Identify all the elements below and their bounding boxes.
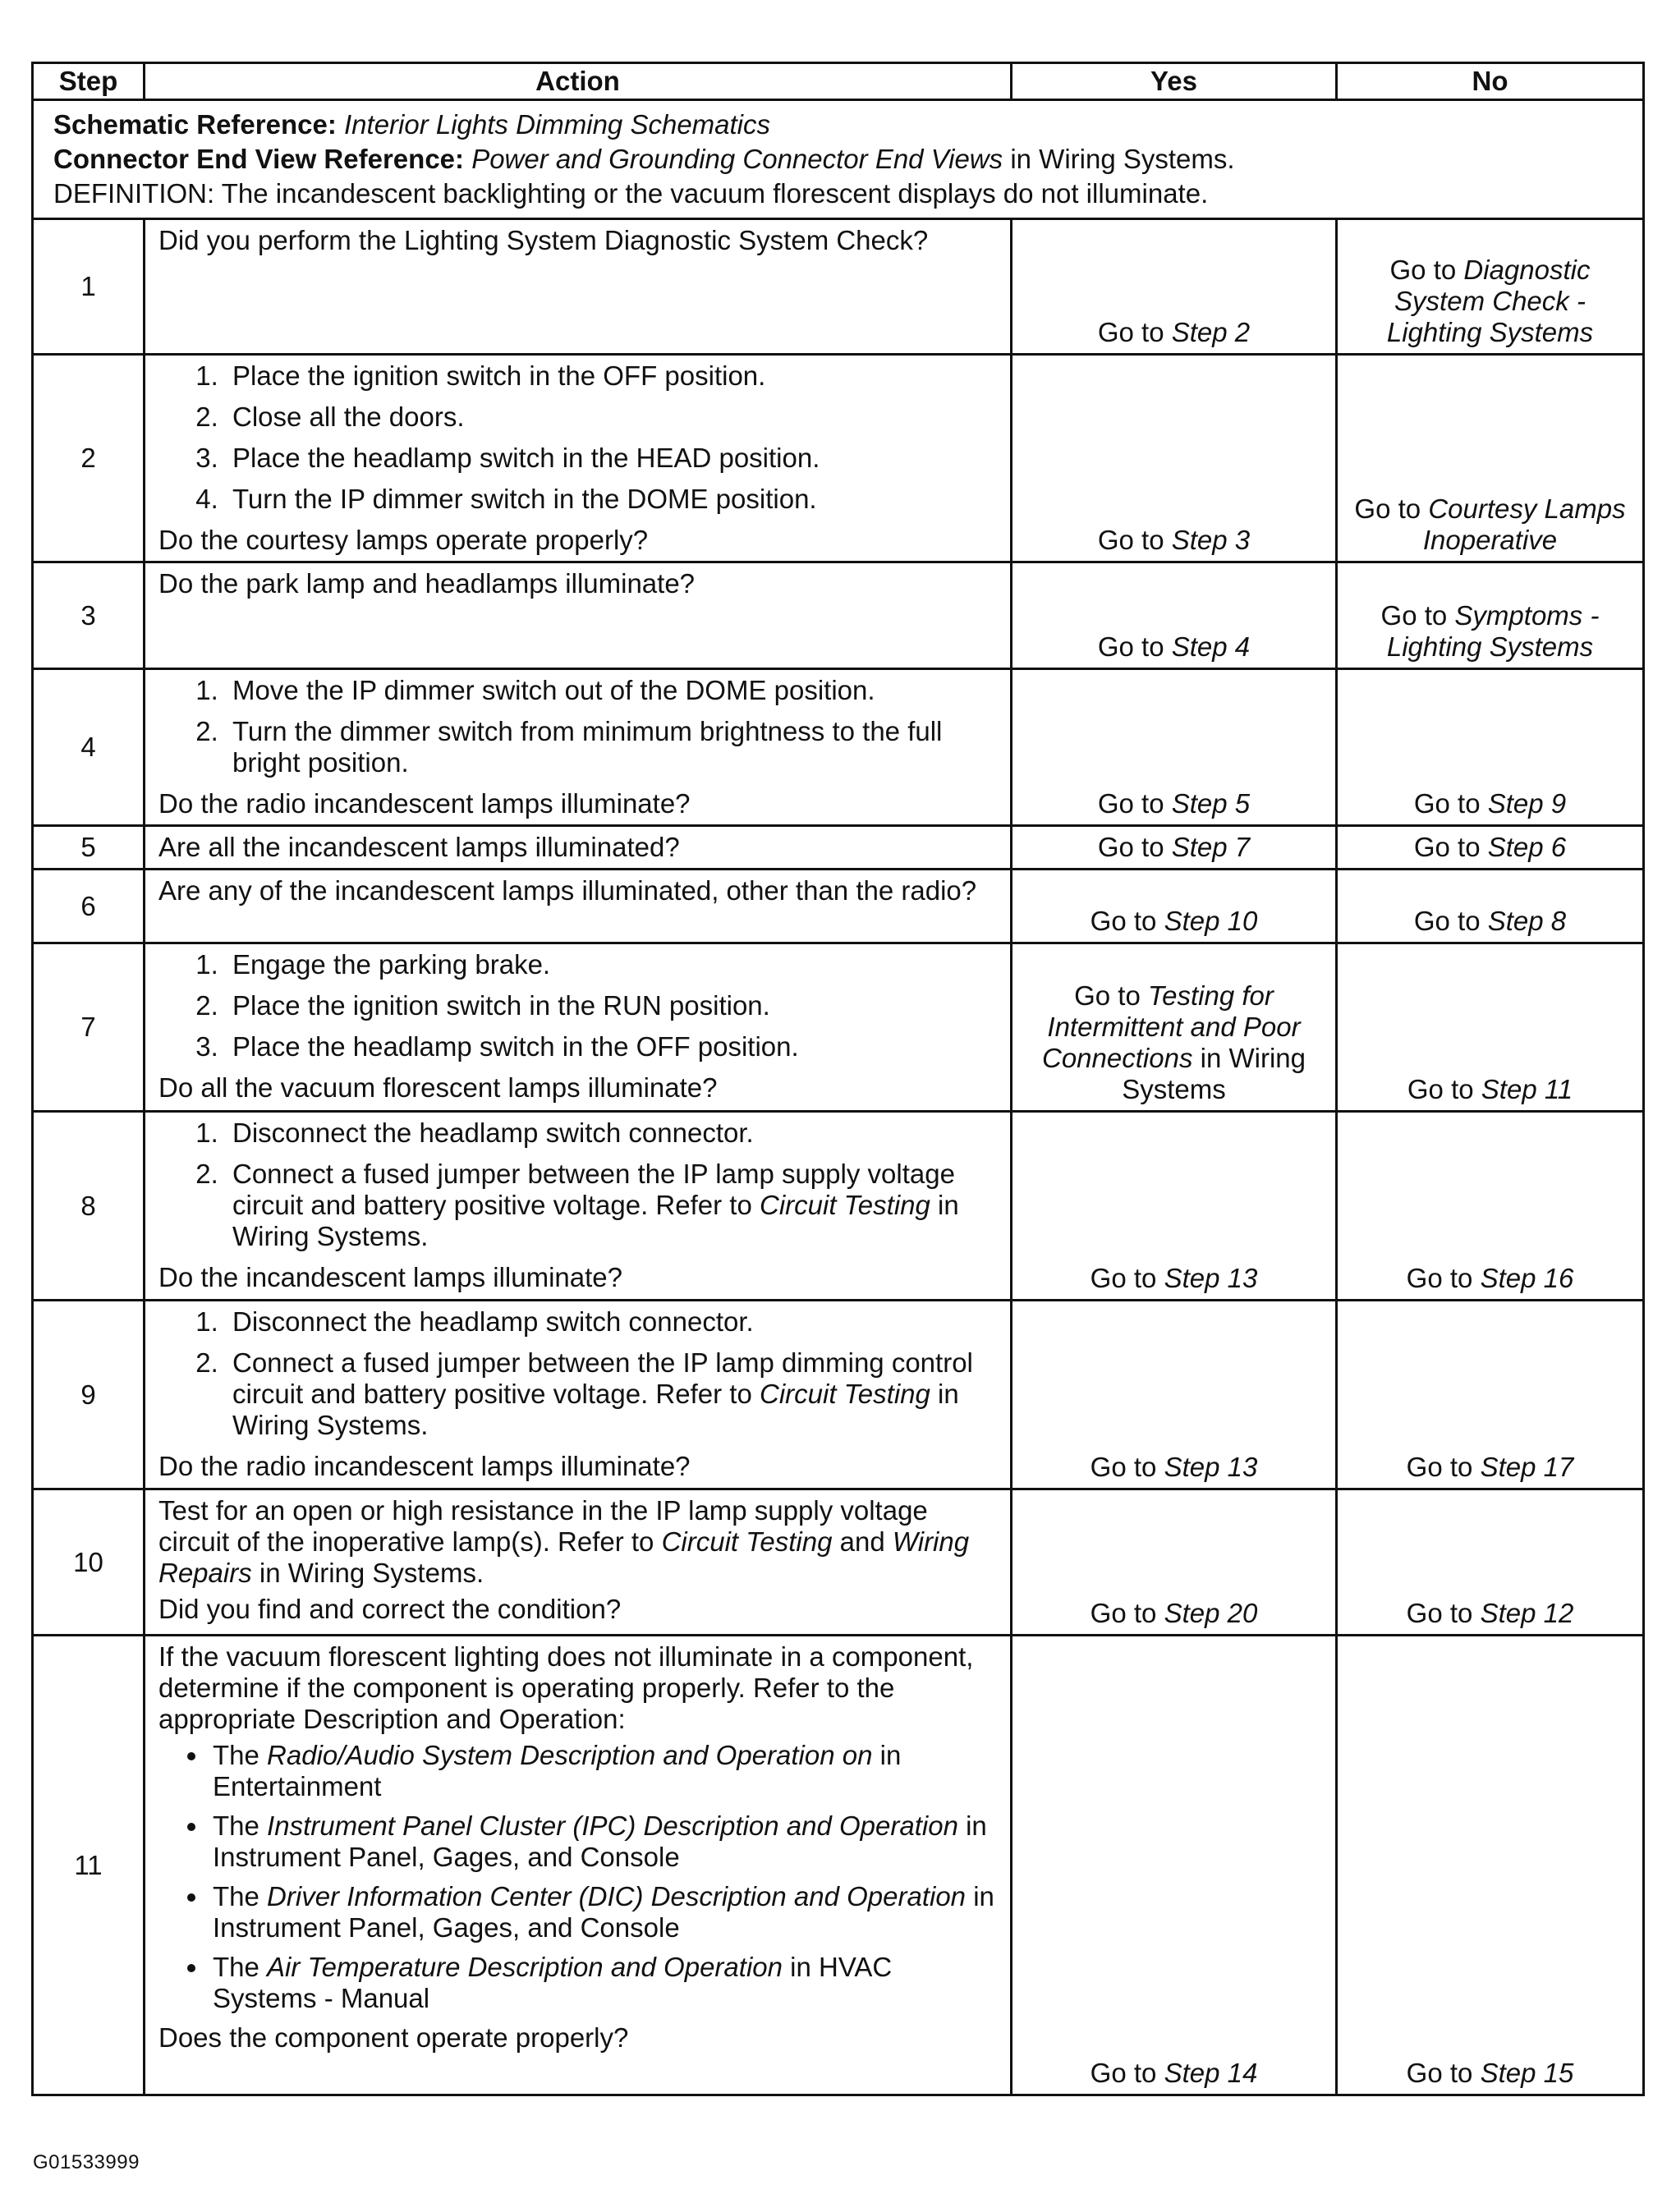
bullet-link[interactable]: Instrument Panel Cluster (IPC) Description and Operation (267, 1810, 958, 1841)
action-question: Does the component operate properly? (158, 2022, 629, 2053)
step-number: 9 (33, 1301, 145, 1489)
yes-prefix: Go to (1090, 1452, 1157, 1482)
yes-cell (1012, 826, 1337, 870)
connector-reference (53, 144, 1623, 175)
action-cell (145, 826, 1012, 870)
action-cell (145, 870, 1012, 943)
diagnostic-table (31, 62, 1645, 2096)
header-no: No (1337, 63, 1644, 100)
step-number: 6 (33, 870, 145, 943)
no-link[interactable]: Step 9 (1487, 788, 1567, 819)
no-cell (1337, 1636, 1644, 2095)
action-cell (145, 355, 1012, 562)
step-number: 2 (33, 355, 145, 562)
no-link[interactable]: Step 12 (1480, 1598, 1574, 1628)
bullet-suffix: in HVAC Systems - Manual (213, 1952, 893, 2013)
no-prefix: Go to (1406, 1598, 1473, 1628)
yes-link[interactable]: Step 4 (1171, 631, 1251, 662)
no-prefix: Go to (1413, 906, 1481, 936)
bullet-suffix: in Instrument Panel, Gages, and Console (213, 1810, 987, 1872)
no-link[interactable]: Symptoms - Lighting Systems (1386, 600, 1600, 662)
action-item-link[interactable]: Circuit Testing (760, 1190, 930, 1220)
schematic-link[interactable]: Interior Lights Dimming Schematics (344, 109, 771, 140)
no-link[interactable]: Step 16 (1480, 1263, 1574, 1293)
no-link[interactable]: Step 8 (1487, 906, 1567, 936)
step-number: 5 (33, 826, 145, 870)
yes-cell (1012, 943, 1337, 1112)
no-link[interactable]: Step 11 (1481, 1074, 1573, 1104)
action-list (158, 1117, 1000, 1252)
bullet-suffix: in Instrument Panel, Gages, and Console (213, 1881, 994, 1943)
yes-prefix: Go to (1097, 832, 1164, 862)
table-row (33, 562, 1644, 669)
yes-cell (1012, 669, 1337, 826)
connector-suffix: in Wiring Systems. (1010, 144, 1235, 174)
action-item: 1. Engage the parking brake. (226, 949, 1000, 980)
action-cell (145, 669, 1012, 826)
action-question: Do the park lamp and headlamps illuminate? (158, 568, 696, 599)
connector-link[interactable]: Power and Grounding Connector End Views (471, 144, 1003, 174)
yes-prefix: Go to (1097, 525, 1164, 555)
bullet-suffix: in Entertainment (213, 1740, 902, 1801)
action-item-text: Connect a fused jumper between the IP lamp supply voltage circuit and battery positive voltage. Refer to (232, 1159, 955, 1220)
action-item-suffix: in Wiring Systems. (232, 1190, 959, 1251)
no-cell (1337, 1112, 1644, 1301)
no-prefix: Go to (1389, 255, 1457, 285)
action-item: 1. Move the IP dimmer switch out of the DOME position. (226, 675, 1000, 706)
action-question: Do the courtesy lamps operate properly? (158, 525, 649, 555)
table-row (33, 1636, 1644, 2095)
action-item: 2. Turn the dimmer switch from minimum brightness to the full bright position. (226, 716, 1000, 778)
action-paragraph-link[interactable]: Circuit Testing (661, 1526, 833, 1557)
action-item (226, 1159, 1000, 1252)
action-item: 3. Place the headlamp switch in the OFF position. (226, 1031, 1000, 1062)
no-prefix: Go to (1380, 600, 1448, 631)
action-cell (145, 1301, 1012, 1489)
bullet-prefix: The (213, 1740, 259, 1770)
action-item: 3. Place the headlamp switch in the HEAD position. (226, 443, 1000, 474)
action-question: Do all the vacuum florescent lamps illuminate? (158, 1072, 718, 1103)
action-item: 2. Close all the doors. (226, 402, 1000, 433)
no-cell (1337, 826, 1644, 870)
action-list (158, 949, 1000, 1062)
connector-label: Connector End View Reference: (53, 144, 465, 174)
action-paragraph-text: Test for an open or high resistance in the IP lamp supply voltage circuit of the inoperative lamp(s). Refer to (158, 1495, 928, 1557)
no-prefix: Go to (1406, 1263, 1473, 1293)
table-row (33, 669, 1644, 826)
no-prefix: Go to (1413, 832, 1481, 862)
bullet-prefix: The (213, 1952, 259, 1982)
bullet-prefix: The (213, 1881, 259, 1911)
action-item: 2. Place the ignition switch in the RUN position. (226, 990, 1000, 1021)
table-row (33, 826, 1644, 870)
step-number: 10 (33, 1489, 145, 1636)
schematic-label: Schematic Reference: (53, 109, 337, 140)
yes-link[interactable]: Step 5 (1171, 788, 1251, 819)
action-item: 1. Place the ignition switch in the OFF position. (226, 360, 1000, 392)
action-cell (145, 562, 1012, 669)
action-question: Do the incandescent lamps illuminate? (158, 1262, 622, 1292)
reference-row (33, 100, 1644, 219)
yes-link[interactable]: Step 7 (1171, 832, 1251, 862)
step-number: 7 (33, 943, 145, 1112)
step-number: 3 (33, 562, 145, 669)
reference-cell (33, 100, 1644, 219)
step-number: 4 (33, 669, 145, 826)
action-item: 4. Turn the IP dimmer switch in the DOME position. (226, 484, 1000, 515)
no-link[interactable]: Courtesy Lamps Inoperative (1422, 493, 1626, 555)
action-item-suffix: in Wiring Systems. (232, 1379, 959, 1440)
table-row (33, 943, 1644, 1112)
header-row (33, 63, 1644, 100)
bullet-item (209, 1810, 1000, 1873)
no-link[interactable]: Step 6 (1487, 832, 1567, 862)
yes-cell (1012, 870, 1337, 943)
yes-cell (1012, 355, 1337, 562)
action-item (226, 1347, 1000, 1441)
header-step: Step (33, 63, 145, 100)
yes-link[interactable]: Step 14 (1164, 2058, 1258, 2088)
no-prefix: Go to (1406, 1452, 1473, 1482)
action-cell (145, 1489, 1012, 1636)
action-paragraph-link[interactable]: Wiring Repairs (158, 1526, 970, 1588)
bullet-prefix: The (213, 1810, 259, 1841)
yes-cell (1012, 1636, 1337, 2095)
no-prefix: Go to (1413, 788, 1481, 819)
schematic-reference (53, 109, 1623, 140)
step-number: 11 (33, 1636, 145, 2095)
no-cell (1337, 219, 1644, 355)
action-list (158, 1306, 1000, 1441)
action-paragraph-suffix: in Wiring Systems. (259, 1558, 484, 1588)
yes-link[interactable]: Step 13 (1164, 1452, 1258, 1482)
table-row (33, 1301, 1644, 1489)
yes-cell (1012, 219, 1337, 355)
yes-suffix: in Wiring Systems (1122, 1043, 1306, 1104)
table-row (33, 870, 1644, 943)
action-item (226, 1117, 1000, 1149)
bullet-link[interactable]: Driver Information Center (DIC) Description and Operation (267, 1881, 967, 1911)
action-question: Did you find and correct the condition? (158, 1594, 622, 1624)
action-question: Are any of the incandescent lamps illuminated, other than the radio? (158, 875, 977, 906)
table-row (33, 355, 1644, 562)
action-paragraph-mid: and (839, 1526, 885, 1557)
action-item (226, 1306, 1000, 1338)
yes-prefix: Go to (1097, 317, 1164, 347)
no-link[interactable]: Diagnostic System Check - Lighting Systems (1386, 255, 1594, 347)
yes-cell (1012, 1112, 1337, 1301)
yes-link[interactable]: Step 2 (1171, 317, 1251, 347)
action-cell (145, 219, 1012, 355)
action-cell (145, 1636, 1012, 2095)
bullet-item (209, 1740, 1000, 1802)
action-item-link[interactable]: Circuit Testing (760, 1379, 930, 1409)
action-item-text: Disconnect the headlamp switch connector. (232, 1306, 754, 1337)
action-question: Do the radio incandescent lamps illuminate? (158, 1451, 691, 1481)
no-cell (1337, 1489, 1644, 1636)
definition-text: DEFINITION: The incandescent backlighting or the vacuum florescent displays do not illuminate. (53, 178, 1209, 209)
action-intro: If the vacuum florescent lighting does not illuminate in a component, determine if the component is operating properly. Refer to the appropriate Description and Operation: (158, 1641, 974, 1734)
yes-prefix: Go to (1090, 2058, 1157, 2088)
no-cell (1337, 562, 1644, 669)
yes-prefix: Go to (1074, 980, 1141, 1011)
yes-link[interactable]: Testing for Intermittent and Poor Connections (1042, 980, 1301, 1073)
no-cell (1337, 355, 1644, 562)
no-cell (1337, 870, 1644, 943)
bullet-item (209, 1952, 1000, 2014)
no-cell (1337, 943, 1644, 1112)
table-row (33, 219, 1644, 355)
action-list (158, 675, 1000, 778)
yes-link[interactable]: Step 20 (1164, 1598, 1258, 1628)
yes-prefix: Go to (1090, 1263, 1157, 1293)
action-list (158, 360, 1000, 515)
step-number: 8 (33, 1112, 145, 1301)
yes-link[interactable]: Step 3 (1171, 525, 1251, 555)
action-question: Do the radio incandescent lamps illuminate? (158, 788, 691, 819)
yes-cell (1012, 562, 1337, 669)
yes-cell (1012, 1301, 1337, 1489)
yes-prefix: Go to (1097, 631, 1164, 662)
yes-link[interactable]: Step 10 (1164, 906, 1258, 936)
action-paragraph (158, 1495, 1000, 1589)
bullet-link[interactable]: Air Temperature Description and Operation (267, 1952, 783, 1982)
yes-prefix: Go to (1090, 906, 1157, 936)
no-prefix: Go to (1407, 1074, 1474, 1104)
figure-id: G01533999 (33, 2151, 140, 2173)
action-item-text: Connect a fused jumper between the IP lamp dimming control circuit and battery positive voltage. Refer to (232, 1347, 973, 1409)
action-bullets (158, 1740, 1000, 2014)
action-question: Did you perform the Lighting System Diagnostic System Check? (158, 225, 929, 255)
yes-prefix: Go to (1097, 788, 1164, 819)
bullet-link[interactable]: Radio/Audio System Description and Operation on (267, 1740, 873, 1770)
step-number: 1 (33, 219, 145, 355)
no-cell (1337, 1301, 1644, 1489)
action-cell (145, 943, 1012, 1112)
yes-link[interactable]: Step 13 (1164, 1263, 1258, 1293)
action-question: Are all the incandescent lamps illuminated? (158, 832, 680, 862)
no-prefix: Go to (1354, 493, 1421, 524)
table-row (33, 1489, 1644, 1636)
no-prefix: Go to (1406, 2058, 1473, 2088)
bullet-item (209, 1881, 1000, 1944)
yes-prefix: Go to (1090, 1598, 1157, 1628)
action-cell (145, 1112, 1012, 1301)
header-action: Action (145, 63, 1012, 100)
table-row (33, 1112, 1644, 1301)
header-yes: Yes (1012, 63, 1337, 100)
action-item-text: Disconnect the headlamp switch connector. (232, 1117, 754, 1148)
no-link[interactable]: Step 17 (1480, 1452, 1574, 1482)
yes-cell (1012, 1489, 1337, 1636)
no-cell (1337, 669, 1644, 826)
no-link[interactable]: Step 15 (1480, 2058, 1574, 2088)
